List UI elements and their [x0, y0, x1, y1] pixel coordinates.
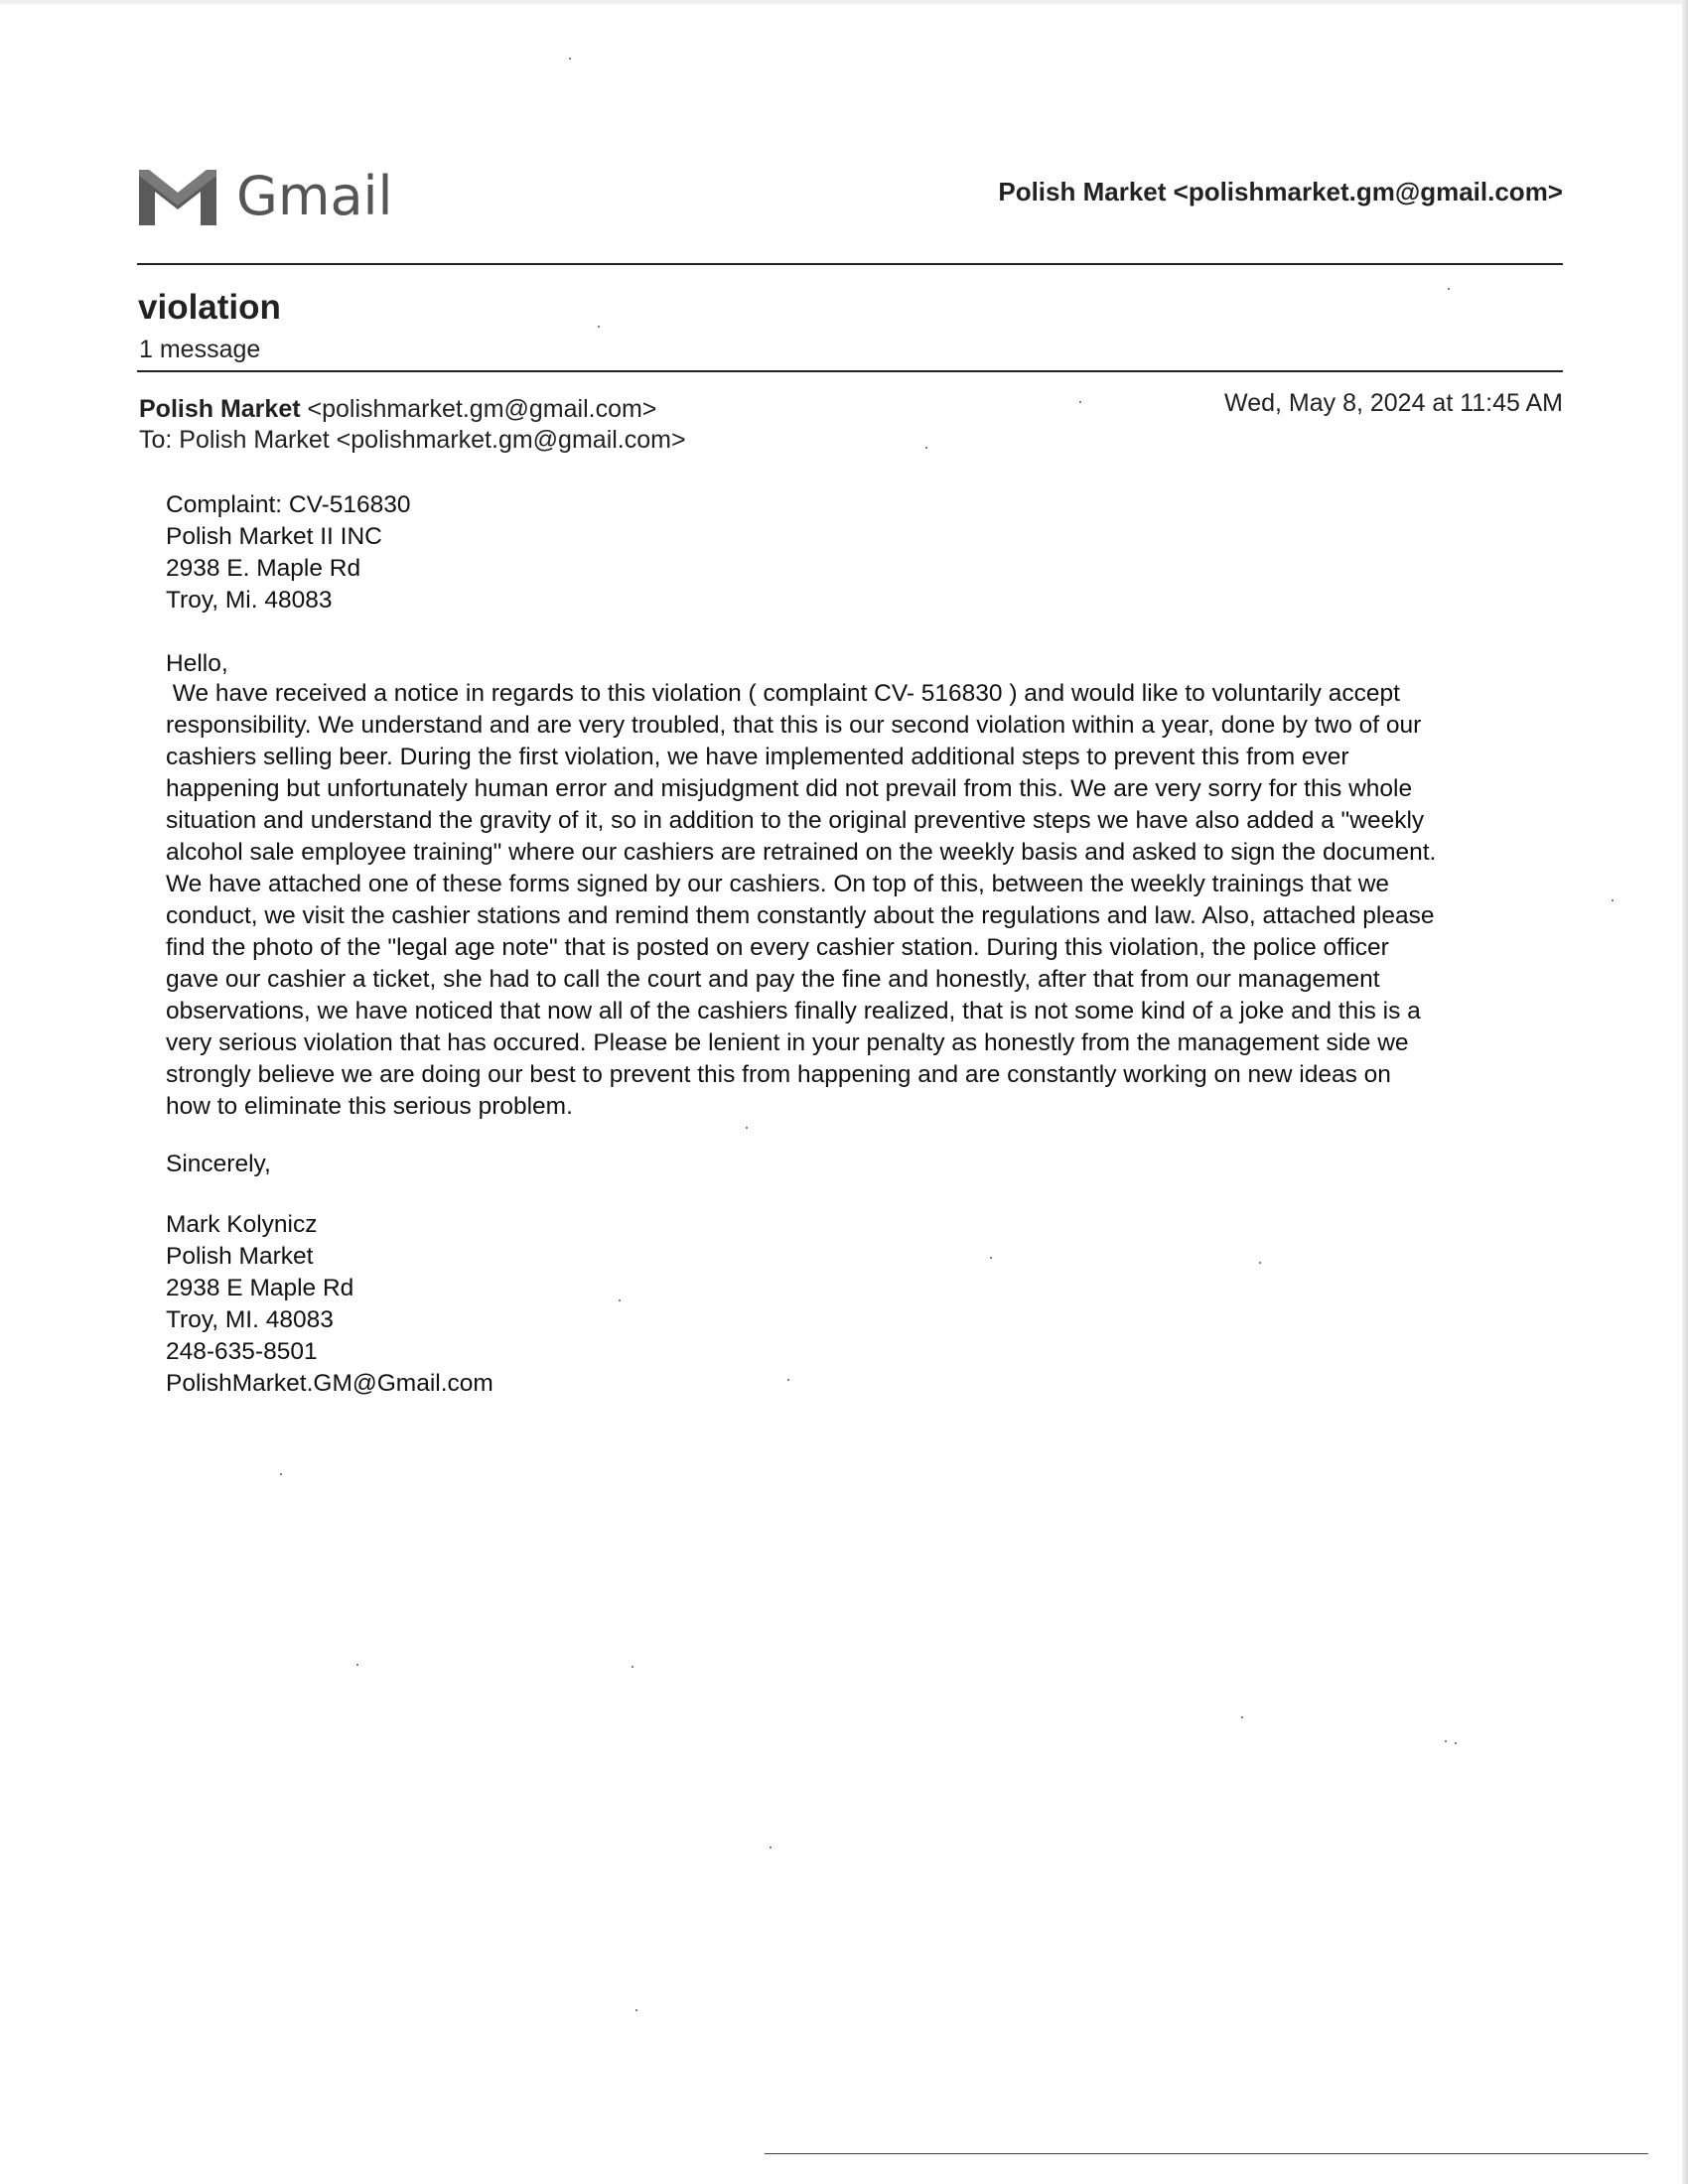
- address-line: 2938 E. Maple Rd: [166, 555, 361, 582]
- scan-speck: [1455, 1742, 1457, 1744]
- scan-speck: [619, 1299, 621, 1301]
- scan-speck: [1259, 1262, 1261, 1264]
- thread-subject: violation: [138, 288, 281, 327]
- paragraph-line: find the photo of the "legal age note" that is posted on every cashier station. During this violation, the police officer: [166, 934, 1389, 961]
- paragraph-line: situation and understand the gravity of it, so in addition to the original preventive steps we have also added a "weekly: [166, 807, 1425, 834]
- paragraph-line: responsibility. We understand and are very troubled, that this is our second violation within a year, done by two of our: [166, 712, 1422, 739]
- closing-text: Sincerely,: [166, 1151, 271, 1177]
- complaint-address-block: [166, 489, 1551, 616]
- header-divider: [137, 263, 1563, 265]
- scan-speck: [1448, 288, 1450, 290]
- scan-top-edge: [0, 0, 1688, 4]
- gmail-wordmark: Gmail: [236, 165, 393, 227]
- scan-right-edge: [1682, 0, 1688, 2184]
- paragraph-line: observations, we have noticed that now all of the cashiers finally realized, that is not some kind of a joke and this is a: [166, 998, 1421, 1024]
- scan-speck: [356, 1664, 358, 1666]
- scan-speck: [1445, 1740, 1447, 1742]
- greeting-text: Hello,: [166, 650, 228, 677]
- gmail-m-icon: [137, 166, 218, 227]
- footer-rule: [765, 2153, 1648, 2154]
- scan-speck: [925, 447, 927, 449]
- scan-speck: [598, 326, 600, 328]
- account-email: Polish Market <polishmarket.gm@gmail.com>: [998, 177, 1563, 206]
- signature-line: Troy, MI. 48083: [166, 1306, 334, 1333]
- scan-speck: [1241, 1716, 1243, 1718]
- paragraph-line: gave our cashier a ticket, she had to call the court and pay the fine and honestly, after that from our management: [166, 966, 1380, 993]
- scan-speck: [632, 1666, 633, 1668]
- paragraph-line: alcohol sale employee training" where our cashiers are retrained on the weekly basis and asked to sign the document.: [166, 839, 1437, 866]
- scan-speck: [746, 1127, 748, 1129]
- scan-speck: [770, 1846, 772, 1848]
- message-count: 1 message: [139, 336, 261, 363]
- paragraph-line: We have attached one of these forms signed by our cashiers. On top of this, between the weekly trainings that we: [166, 871, 1390, 897]
- signature-line: 248-635-8501: [166, 1338, 318, 1365]
- paragraph-line: strongly believe we are doing our best to prevent this from happening and are constantly working on new ideas on: [166, 1061, 1391, 1088]
- print-header: [137, 159, 1563, 228]
- address-line: Polish Market II INC: [166, 523, 382, 550]
- signature-block: [166, 1209, 1551, 1400]
- paragraph-line: We have received a notice in regards to this violation ( complaint CV- 516830 ) and would like to voluntarily accept: [166, 680, 1400, 707]
- signature-line: Mark Kolynicz: [166, 1211, 318, 1238]
- scan-speck: [1612, 899, 1614, 901]
- message-to: To: Polish Market <polishmarket.gm@gmail.com>: [139, 426, 686, 454]
- subject-divider: [137, 370, 1563, 372]
- scan-speck: [635, 2009, 637, 2011]
- signature-line: PolishMarket.GM@Gmail.com: [166, 1370, 493, 1397]
- gmail-logo: [137, 165, 393, 228]
- sender-email: <polishmarket.gm@gmail.com>: [307, 395, 657, 423]
- scan-speck: [569, 58, 571, 60]
- scan-speck: [787, 1379, 789, 1381]
- paragraph-line: cashiers selling beer. During the first violation, we have implemented additional steps to prevent this from ever: [166, 744, 1349, 770]
- scan-speck: [280, 1473, 282, 1475]
- paragraph-line: very serious violation that has occured. Please be lenient in your penalty as honestly from the management side we: [166, 1029, 1409, 1056]
- signature-line: Polish Market: [166, 1243, 314, 1270]
- greeting: [166, 648, 1551, 680]
- address-line: Complaint: CV-516830: [166, 491, 411, 518]
- signature-line: 2938 E Maple Rd: [166, 1275, 354, 1301]
- sender-name: Polish Market: [139, 395, 301, 423]
- paragraph-line: how to eliminate this serious problem.: [166, 1093, 573, 1120]
- closing: [166, 1149, 1551, 1180]
- scan-speck: [1079, 401, 1081, 403]
- message-from: [139, 395, 656, 424]
- message-date: Wed, May 8, 2024 at 11:45 AM: [1224, 389, 1563, 417]
- paragraph-line: happening but unfortunately human error and misjudgment did not prevail from this. We are very sorry for this whole: [166, 775, 1413, 802]
- message-paragraph: [166, 678, 1551, 1123]
- address-line: Troy, Mi. 48083: [166, 587, 333, 614]
- paragraph-line: conduct, we visit the cashier stations and remind them constantly about the regulations and law. Also, attached please: [166, 902, 1435, 929]
- scan-speck: [990, 1257, 992, 1259]
